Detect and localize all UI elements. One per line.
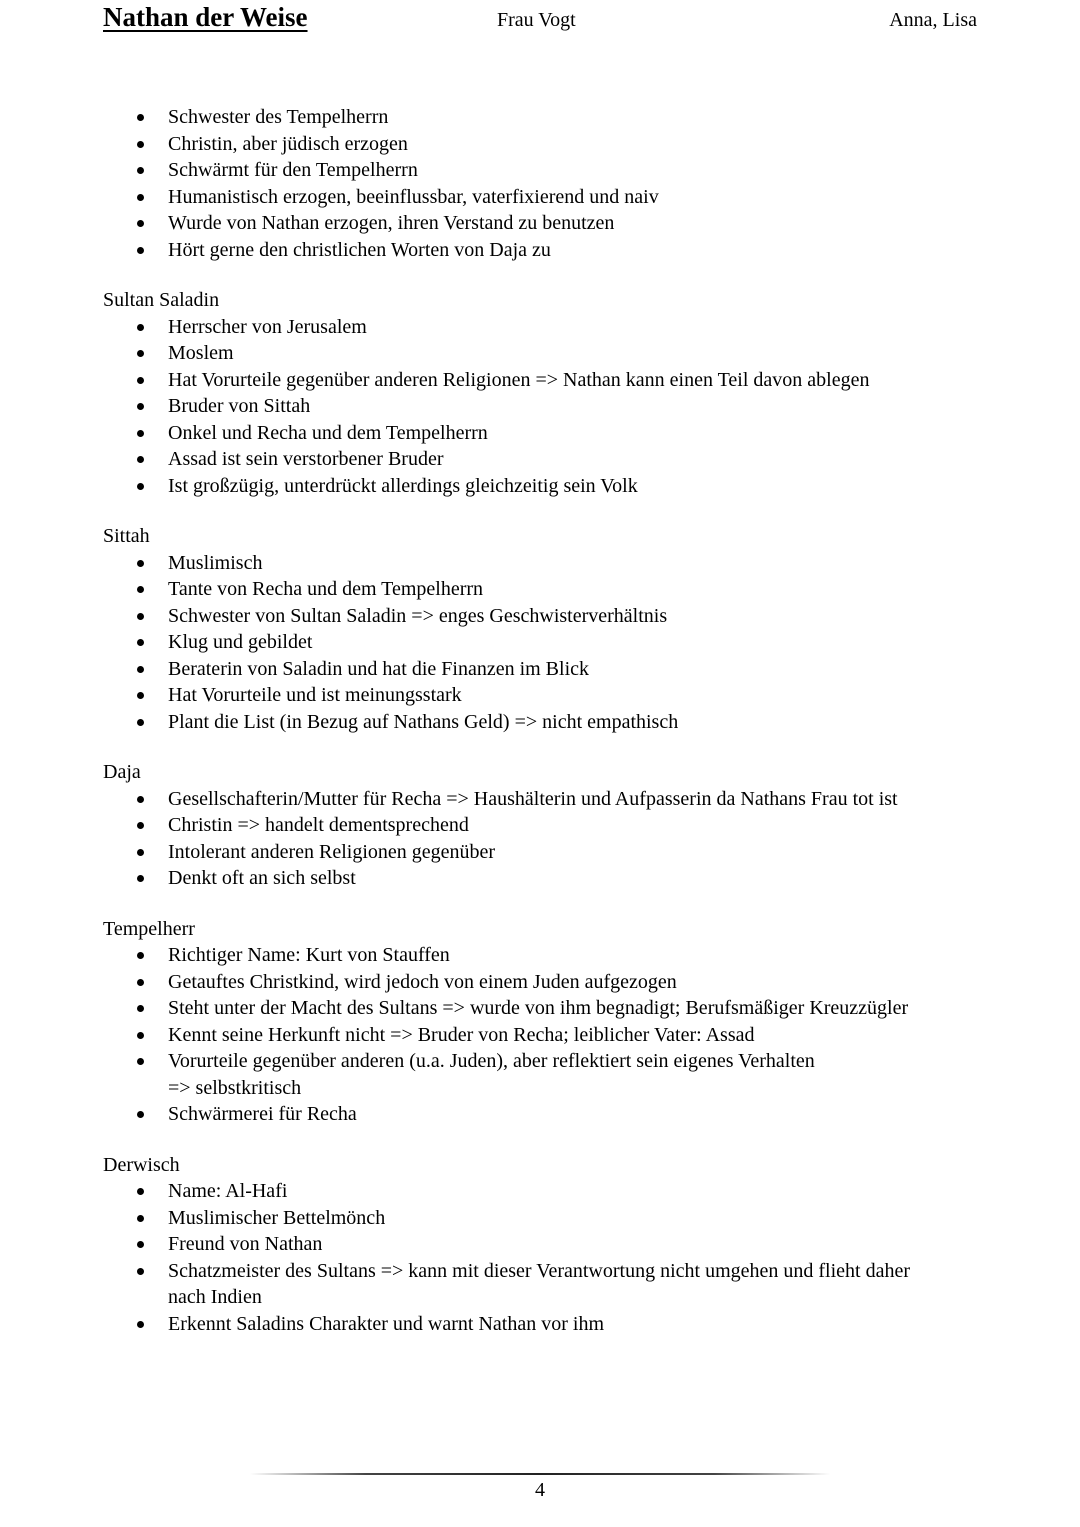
bullet-icon	[137, 952, 144, 959]
list-item	[103, 210, 983, 237]
list-item	[103, 656, 983, 683]
page-header	[103, 0, 977, 40]
list-item	[103, 314, 983, 341]
list-item	[103, 839, 983, 866]
list-item	[103, 865, 983, 892]
footer-divider	[250, 1473, 830, 1475]
list-item	[103, 237, 983, 264]
bullet-icon	[137, 692, 144, 699]
bullet-icon	[137, 194, 144, 201]
bullet-icon	[137, 430, 144, 437]
character-section	[103, 759, 983, 892]
list-item	[103, 1311, 983, 1338]
list-item-text: Hat Vorurteile gegenüber anderen Religionen => Nathan kann einen Teil davon ablegen	[168, 368, 870, 391]
list-item-text: Kennt seine Herkunft nicht => Bruder von Recha; leiblicher Vater: Assad	[168, 1023, 755, 1046]
bullet-icon	[137, 613, 144, 620]
list-item	[103, 629, 983, 656]
bullet-icon	[137, 719, 144, 726]
bullet-icon	[137, 560, 144, 567]
list-item	[103, 340, 983, 367]
list-item-text: Beraterin von Saladin und hat die Finanzen im Blick	[168, 657, 590, 680]
bullet-icon	[137, 586, 144, 593]
list-item-text: Steht unter der Macht des Sultans => wurde von ihm begnadigt; Berufsmäßiger Kreuzzügler	[168, 997, 909, 1019]
list-item	[103, 969, 983, 996]
list-item-text: Gesellschafterin/Mutter für Recha => Haushälterin und Aufpasserin da Nathans Frau tot ist	[168, 787, 898, 810]
list-item	[103, 420, 983, 447]
bullet-icon	[137, 456, 144, 463]
list-item-text: Getauftes Christkind, wird jedoch von einem Juden aufgezogen	[168, 970, 677, 993]
section-title: Daja	[103, 761, 141, 783]
bullet-icon	[137, 141, 144, 148]
list-item	[103, 104, 983, 131]
bullet-icon	[137, 1215, 144, 1222]
list-item	[103, 942, 983, 969]
bullet-icon	[137, 114, 144, 121]
bullet-icon	[137, 1241, 144, 1248]
bullet-icon	[137, 1111, 144, 1118]
list-item-text: Intolerant anderen Religionen gegenüber	[168, 840, 496, 863]
bullet-list	[103, 1178, 983, 1337]
list-item-text: Hat Vorurteile und ist meinungsstark	[168, 684, 462, 706]
list-item	[103, 1258, 983, 1311]
list-item	[103, 576, 983, 603]
bullet-icon	[137, 324, 144, 331]
list-item-text: Assad ist sein verstorbener Bruder	[168, 448, 444, 470]
list-item-text: Schatzmeister des Sultans => kann mit dieser Verantwortung nicht umgehen und flieht daher	[168, 1259, 911, 1282]
bullet-icon	[137, 1058, 144, 1065]
bullet-icon	[137, 979, 144, 986]
bullet-list	[103, 942, 983, 1128]
bullet-list	[103, 314, 983, 500]
teacher-name: Frau Vogt	[497, 9, 576, 31]
list-item	[103, 812, 983, 839]
section-title: Sittah	[103, 525, 150, 547]
character-section	[103, 1152, 983, 1338]
bullet-icon	[137, 1188, 144, 1195]
list-item-text: Richtiger Name: Kurt von Stauffen	[168, 944, 450, 966]
bullet-icon	[137, 403, 144, 410]
page-number: 4	[535, 1479, 545, 1501]
list-item	[103, 367, 983, 394]
list-item-text: Vorurteile gegenüber anderen (u.a. Juden), aber reflektiert sein eigenes Verhalten	[168, 1050, 815, 1072]
bullet-icon	[137, 247, 144, 254]
list-item-text: nach Indien	[168, 1286, 262, 1308]
character-section	[103, 916, 983, 1128]
document-title: Nathan der Weise	[103, 2, 308, 32]
list-item-text: Freund von Nathan	[168, 1233, 323, 1255]
list-item-text: Tante von Recha und dem Tempelherrn	[168, 578, 484, 600]
bullet-icon	[137, 666, 144, 673]
bullet-icon	[137, 483, 144, 490]
list-item-text: Wurde von Nathan erzogen, ihren Verstand zu benutzen	[168, 212, 615, 234]
bullet-icon	[137, 849, 144, 856]
list-item-text: Muslimisch	[168, 551, 263, 574]
list-item	[103, 1231, 983, 1258]
list-item	[103, 1022, 983, 1049]
character-section	[103, 104, 983, 263]
bullet-icon	[137, 796, 144, 803]
bullet-icon	[137, 822, 144, 829]
list-item	[103, 1205, 983, 1232]
list-item-text: Ist großzügig, unterdrückt allerdings gleichzeitig sein Volk	[168, 474, 638, 497]
bullet-list	[103, 786, 983, 892]
list-item	[103, 1178, 983, 1205]
bullet-icon	[137, 377, 144, 384]
bullet-icon	[137, 875, 144, 882]
bullet-icon	[137, 350, 144, 357]
list-item-text: Christin => handelt dementsprechend	[168, 814, 469, 836]
list-item-text: Herrscher von Jerusalem	[168, 315, 367, 338]
bullet-icon	[137, 1321, 144, 1328]
list-item-text: Onkel und Recha und dem Tempelherrn	[168, 421, 488, 444]
list-item-text: => selbstkritisch	[168, 1076, 302, 1099]
list-item	[103, 550, 983, 577]
list-item-text: Hört gerne den christlichen Worten von Daja zu	[168, 238, 551, 261]
bullet-icon	[137, 220, 144, 227]
list-item-text: Denkt oft an sich selbst	[168, 867, 356, 889]
list-item-text: Muslimischer Bettelmönch	[168, 1206, 386, 1229]
list-item	[103, 786, 983, 813]
bullet-icon	[137, 639, 144, 646]
list-item	[103, 682, 983, 709]
list-item-text: Plant die List (in Bezug auf Nathans Geld) => nicht empathisch	[168, 710, 679, 733]
list-item	[103, 603, 983, 630]
section-title: Derwisch	[103, 1153, 180, 1176]
list-item-text: Bruder von Sittah	[168, 395, 311, 417]
list-item-text: Schwärmerei für Recha	[168, 1103, 357, 1125]
bullet-icon	[137, 1005, 144, 1012]
list-item	[103, 1048, 983, 1101]
list-item-text: Christin, aber jüdisch erzogen	[168, 132, 408, 155]
author-names: Anna, Lisa	[889, 9, 977, 31]
bullet-list	[103, 104, 983, 263]
bullet-icon	[137, 1032, 144, 1039]
section-title: Tempelherr	[103, 917, 195, 940]
bullet-list	[103, 550, 983, 736]
list-item-text: Klug und gebildet	[168, 631, 313, 653]
list-item	[103, 393, 983, 420]
list-item	[103, 131, 983, 158]
list-item	[103, 473, 983, 500]
list-item-text: Name: Al-Hafi	[168, 1180, 288, 1202]
bullet-icon	[137, 1268, 144, 1275]
bullet-icon	[137, 167, 144, 174]
list-item-text: Schwester des Tempelherrn	[168, 106, 389, 128]
list-item-text: Erkennt Saladins Charakter und warnt Nathan vor ihm	[168, 1312, 604, 1335]
list-item	[103, 995, 983, 1022]
character-section	[103, 523, 983, 735]
list-item-text: Moslem	[168, 342, 234, 364]
character-section	[103, 287, 983, 499]
list-item	[103, 1101, 983, 1128]
list-item	[103, 157, 983, 184]
list-item-text: Schwester von Sultan Saladin => enges Geschwisterverhältnis	[168, 604, 668, 627]
list-item-text: Schwärmt für den Tempelherrn	[168, 159, 418, 181]
list-item	[103, 709, 983, 736]
list-item	[103, 446, 983, 473]
character-notes	[103, 104, 983, 1337]
list-item-text: Humanistisch erzogen, beeinflussbar, vaterfixierend und naiv	[168, 185, 659, 208]
section-title: Sultan Saladin	[103, 289, 220, 311]
list-item	[103, 184, 983, 211]
